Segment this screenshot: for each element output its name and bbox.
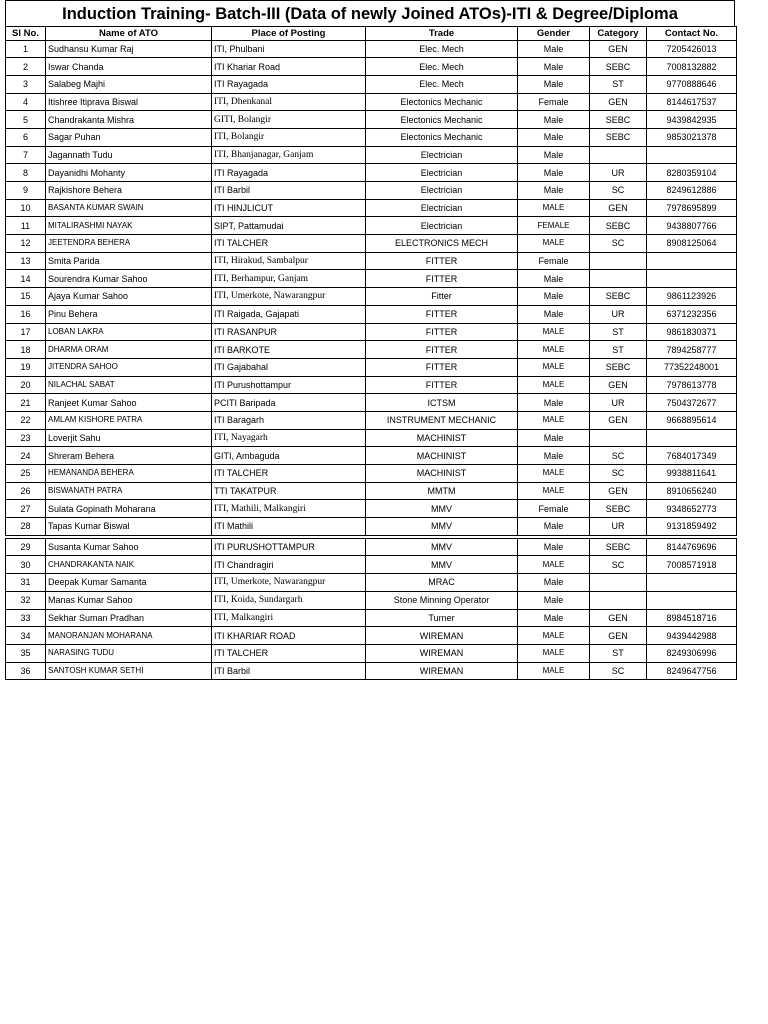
cell-sl: 28 [6,518,46,536]
cell-name: Iswar Chanda [46,58,212,76]
cell-name: AMLAM KISHORE PATRA [46,411,212,429]
cell-place: ITI PURUSHOTTAMPUR [212,538,366,556]
cell-name: MANORANJAN MOHARANA [46,627,212,645]
cell-sl: 13 [6,252,46,270]
table-row [6,217,737,235]
cell-sl: 8 [6,164,46,182]
cell-sl: 22 [6,411,46,429]
cell-sl: 9 [6,182,46,200]
cell-contact [647,574,737,592]
cell-sl: 32 [6,591,46,609]
cell-category [590,270,647,288]
table-row [6,518,737,536]
cell-contact: 8249612886 [647,182,737,200]
cell-place: TTI TAKATPUR [212,482,366,500]
cell-trade: FITTER [366,305,518,323]
cell-sl: 24 [6,447,46,465]
cell-contact: 8249647756 [647,662,737,680]
table-row [6,465,737,483]
cell-trade: MACHINIST [366,429,518,447]
cell-trade: MMV [366,538,518,556]
cell-place: ITI Raigada, Gajapati [212,305,366,323]
cell-place: PCITI Baripada [212,394,366,412]
cell-name: Loverjit Sahu [46,429,212,447]
cell-category: SEBC [590,128,647,146]
cell-sl: 19 [6,358,46,376]
cell-gender: MALE [518,199,590,217]
cell-name: Itishree Itiprava Biswal [46,93,212,111]
cell-category [590,146,647,164]
cell-sl: 16 [6,305,46,323]
cell-place: ITI, Bolangir [212,128,366,146]
cell-contact: 6371232356 [647,305,737,323]
cell-sl: 2 [6,58,46,76]
cell-contact: 7205426013 [647,40,737,58]
cell-contact [647,252,737,270]
cell-place: ITI, Koida, Sundargarh [212,591,366,609]
table-row [6,358,737,376]
cell-category: SC [590,662,647,680]
cell-contact: 7008132882 [647,58,737,76]
cell-gender: Female [518,500,590,518]
table-row [6,447,737,465]
cell-trade: Elec. Mech [366,75,518,93]
cell-gender: MALE [518,323,590,341]
cell-contact: 9938811641 [647,465,737,483]
cell-name: BASANTA KUMAR SWAIN [46,199,212,217]
cell-trade: FITTER [366,323,518,341]
cell-name: DHARMA ORAM [46,341,212,359]
cell-place: ITI TALCHER [212,644,366,662]
cell-contact: 7894258777 [647,341,737,359]
cell-trade: Turner [366,609,518,627]
table-row [6,591,737,609]
cell-gender: Male [518,305,590,323]
cell-category: GEN [590,40,647,58]
table-row [6,288,737,306]
cell-contact: 9438807766 [647,217,737,235]
cell-contact: 8984518716 [647,609,737,627]
cell-place: ITI Chandragiri [212,556,366,574]
cell-gender: MALE [518,482,590,500]
cell-gender: Male [518,270,590,288]
cell-name: Sudhansu Kumar Raj [46,40,212,58]
cell-name: Sulata Gopinath Moharana [46,500,212,518]
cell-sl: 23 [6,429,46,447]
cell-place: ITI, Phulbani [212,40,366,58]
cell-contact: 8249306996 [647,644,737,662]
cell-category: SEBC [590,358,647,376]
cell-place: ITI, Nayagarh [212,429,366,447]
table-row [6,411,737,429]
cell-gender: MALE [518,341,590,359]
cell-category: SC [590,182,647,200]
cell-trade: Electrician [366,217,518,235]
cell-place: ITI Barbil [212,182,366,200]
cell-category: ST [590,323,647,341]
cell-gender: Male [518,58,590,76]
cell-place: ITI Baragarh [212,411,366,429]
cell-gender: Male [518,447,590,465]
cell-contact: 9131859492 [647,518,737,536]
cell-sl: 11 [6,217,46,235]
cell-gender: Male [518,518,590,536]
cell-name: Manas Kumar Sahoo [46,591,212,609]
cell-place: ITI BARKOTE [212,341,366,359]
table-row [6,182,737,200]
col-header-sl: Sl No. [6,27,46,41]
cell-sl: 36 [6,662,46,680]
cell-trade: WIREMAN [366,627,518,645]
cell-name: Deepak Kumar Samanta [46,574,212,592]
cell-trade: MACHINIST [366,465,518,483]
cell-category: GEN [590,627,647,645]
cell-name: BISWANATH PATRA [46,482,212,500]
cell-category: UR [590,164,647,182]
col-header-gender: Gender [518,27,590,41]
table-row [6,58,737,76]
cell-trade: FITTER [366,252,518,270]
cell-category: SEBC [590,58,647,76]
table-row [6,111,737,129]
cell-category [590,429,647,447]
cell-sl: 31 [6,574,46,592]
cell-place: ITI Barbil [212,662,366,680]
cell-name: Ajaya Kumar Sahoo [46,288,212,306]
cell-trade: MACHINIST [366,447,518,465]
cell-sl: 6 [6,128,46,146]
cell-name: Pinu Behera [46,305,212,323]
cell-contact [647,429,737,447]
cell-trade: WIREMAN [366,644,518,662]
table-row [6,556,737,574]
cell-gender: MALE [518,662,590,680]
cell-trade: Electonics Mechanic [366,128,518,146]
cell-category [590,252,647,270]
cell-sl: 14 [6,270,46,288]
cell-place: ITI, Bhanjanagar, Ganjam [212,146,366,164]
cell-place: ITI Purushottampur [212,376,366,394]
cell-trade: FITTER [366,341,518,359]
cell-category [590,591,647,609]
cell-sl: 12 [6,235,46,253]
cell-category: SEBC [590,538,647,556]
table-row [6,323,737,341]
cell-gender: Male [518,75,590,93]
cell-contact: 8144617537 [647,93,737,111]
cell-place: ITI, Mathili, Malkangiri [212,500,366,518]
cell-trade: MMV [366,556,518,574]
cell-trade: MMV [366,518,518,536]
cell-gender: Male [518,288,590,306]
cell-gender: Male [518,182,590,200]
cell-trade: Electrician [366,146,518,164]
cell-contact: 9770888646 [647,75,737,93]
table-row [6,199,737,217]
col-header-name: Name of ATO [46,27,212,41]
cell-contact: 7978613778 [647,376,737,394]
cell-sl: 35 [6,644,46,662]
col-header-trade: Trade [366,27,518,41]
table-row [6,574,737,592]
cell-gender: Male [518,111,590,129]
cell-sl: 5 [6,111,46,129]
cell-category: SEBC [590,111,647,129]
cell-name: Shreram Behera [46,447,212,465]
cell-contact: 9348652773 [647,500,737,518]
cell-gender: MALE [518,556,590,574]
cell-sl: 4 [6,93,46,111]
header-row [6,27,737,41]
cell-place: ITI, Berhampur, Ganjam [212,270,366,288]
cell-contact: 7008571918 [647,556,737,574]
cell-contact: 7978695899 [647,199,737,217]
table-row [6,538,737,556]
cell-place: ITI Rayagada [212,75,366,93]
cell-gender: Male [518,538,590,556]
cell-trade: MMV [366,500,518,518]
cell-gender: Male [518,574,590,592]
table-row [6,341,737,359]
spreadsheet [5,0,737,680]
cell-trade: Electrician [366,182,518,200]
table-row [6,644,737,662]
cell-trade: FITTER [366,270,518,288]
cell-place: ITI, Malkangiri [212,609,366,627]
cell-place: ITI RASANPUR [212,323,366,341]
table-row [6,252,737,270]
cell-gender: MALE [518,465,590,483]
table-row [6,93,737,111]
cell-gender: Male [518,164,590,182]
cell-gender: MALE [518,627,590,645]
cell-name: Rajkishore Behera [46,182,212,200]
table-row [6,376,737,394]
cell-contact: 9853021378 [647,128,737,146]
cell-gender: Female [518,252,590,270]
cell-name: CHANDRAKANTA NAIK [46,556,212,574]
cell-trade: INSTRUMENT MECHANIC [366,411,518,429]
cell-sl: 26 [6,482,46,500]
cell-trade: Electonics Mechanic [366,111,518,129]
cell-gender: MALE [518,235,590,253]
cell-place: ITI, Hirakud, Sambalpur [212,252,366,270]
cell-sl: 29 [6,538,46,556]
cell-name: Sourendra Kumar Sahoo [46,270,212,288]
cell-sl: 20 [6,376,46,394]
cell-place: ITI TALCHER [212,235,366,253]
cell-category: SEBC [590,500,647,518]
cell-sl: 21 [6,394,46,412]
cell-category: SEBC [590,217,647,235]
cell-category: SC [590,447,647,465]
cell-contact: 9861123926 [647,288,737,306]
cell-contact: 9861830371 [647,323,737,341]
cell-category: SC [590,556,647,574]
table-row [6,305,737,323]
cell-trade: MRAC [366,574,518,592]
cell-sl: 3 [6,75,46,93]
cell-trade: Electonics Mechanic [366,93,518,111]
table-row [6,662,737,680]
cell-category: GEN [590,376,647,394]
cell-trade: Stone Minning Operator [366,591,518,609]
cell-gender: Male [518,591,590,609]
cell-contact: 8144769696 [647,538,737,556]
cell-sl: 18 [6,341,46,359]
cell-name: NARASING TUDU [46,644,212,662]
cell-place: ITI, Dhenkanal [212,93,366,111]
cell-gender: MALE [518,376,590,394]
cell-contact: 8280359104 [647,164,737,182]
table-row [6,146,737,164]
cell-contact: 9668895614 [647,411,737,429]
cell-trade: Elec. Mech [366,58,518,76]
cell-place: GITI, Ambaguda [212,447,366,465]
cell-contact: 9439442988 [647,627,737,645]
cell-category: SC [590,465,647,483]
cell-category: GEN [590,199,647,217]
cell-place: ITI Khariar Road [212,58,366,76]
cell-category: ST [590,644,647,662]
table-row [6,164,737,182]
cell-name: Sekhar Suman Pradhan [46,609,212,627]
cell-contact: 77352248001 [647,358,737,376]
table-row [6,235,737,253]
cell-name: Tapas Kumar Biswal [46,518,212,536]
cell-category: GEN [590,482,647,500]
cell-name: SANTOSH KUMAR SETHI [46,662,212,680]
cell-gender: Male [518,146,590,164]
cell-sl: 17 [6,323,46,341]
cell-name: Chandrakanta Mishra [46,111,212,129]
cell-category: ST [590,341,647,359]
cell-category: GEN [590,93,647,111]
cell-name: NILACHAL SABAT [46,376,212,394]
cell-place: ITI Rayagada [212,164,366,182]
cell-gender: MALE [518,411,590,429]
cell-trade: FITTER [366,358,518,376]
cell-name: Salabeg Majhi [46,75,212,93]
cell-name: Jagannath Tudu [46,146,212,164]
cell-contact [647,146,737,164]
cell-place: ITI Gajabahal [212,358,366,376]
cell-trade: WIREMAN [366,662,518,680]
cell-gender: MALE [518,644,590,662]
cell-category: SEBC [590,288,647,306]
cell-category: SC [590,235,647,253]
cell-name: JEETENDRA BEHERA [46,235,212,253]
cell-place: ITI Mathili [212,518,366,536]
cell-category: GEN [590,411,647,429]
cell-name: MITALIRASHMI NAYAK [46,217,212,235]
cell-gender: Male [518,394,590,412]
cell-trade: Electrician [366,199,518,217]
cell-place: GITI, Bolangir [212,111,366,129]
cell-name: Sagar Puhan [46,128,212,146]
cell-place: ITI, Umerkote, Nawarangpur [212,574,366,592]
cell-sl: 1 [6,40,46,58]
cell-name: JITENDRA SAHOO [46,358,212,376]
table-row [6,429,737,447]
cell-place: ITI, Umerkote, Nawarangpur [212,288,366,306]
cell-trade: Elec. Mech [366,40,518,58]
document-title: Induction Training- Batch-III (Data of newly Joined ATOs)-ITI & Degree/Diploma [5,0,735,26]
cell-trade: Electrician [366,164,518,182]
cell-name: Ranjeet Kumar Sahoo [46,394,212,412]
table-row [6,482,737,500]
cell-contact [647,270,737,288]
cell-place: ITI HINJLICUT [212,199,366,217]
table-row [6,500,737,518]
cell-sl: 30 [6,556,46,574]
col-header-place: Place of Posting [212,27,366,41]
cell-place: ITI TALCHER [212,465,366,483]
table-row [6,609,737,627]
cell-contact: 7504372677 [647,394,737,412]
cell-trade: MMTM [366,482,518,500]
table-row [6,40,737,58]
col-header-category: Category [590,27,647,41]
cell-contact: 8910656240 [647,482,737,500]
cell-trade: Fitter [366,288,518,306]
cell-category: UR [590,394,647,412]
table-row [6,270,737,288]
cell-gender: Male [518,128,590,146]
table-row [6,75,737,93]
cell-category: ST [590,75,647,93]
cell-gender: Male [518,609,590,627]
cell-contact [647,591,737,609]
cell-name: Dayanidhi Mohanty [46,164,212,182]
cell-contact: 9439842935 [647,111,737,129]
cell-sl: 33 [6,609,46,627]
cell-contact: 8908125064 [647,235,737,253]
cell-sl: 10 [6,199,46,217]
cell-name: HEMANANDA BEHERA [46,465,212,483]
cell-name: Smita Parida [46,252,212,270]
cell-gender: FEMALE [518,217,590,235]
cell-sl: 27 [6,500,46,518]
table-row [6,627,737,645]
cell-category [590,574,647,592]
cell-gender: Male [518,40,590,58]
cell-category: UR [590,305,647,323]
cell-place: SIPT, Pattamudai [212,217,366,235]
col-header-contact: Contact No. [647,27,737,41]
cell-sl: 25 [6,465,46,483]
cell-contact: 7684017349 [647,447,737,465]
cell-gender: MALE [518,358,590,376]
ato-table [5,26,737,680]
table-row [6,128,737,146]
cell-name: Susanta Kumar Sahoo [46,538,212,556]
cell-trade: ICTSM [366,394,518,412]
cell-gender: Male [518,429,590,447]
cell-sl: 34 [6,627,46,645]
cell-sl: 15 [6,288,46,306]
cell-trade: FITTER [366,376,518,394]
cell-place: ITI KHARIAR ROAD [212,627,366,645]
table-row [6,394,737,412]
cell-sl: 7 [6,146,46,164]
cell-trade: ELECTRONICS MECH [366,235,518,253]
cell-category: UR [590,518,647,536]
cell-gender: Female [518,93,590,111]
cell-name: LOBAN LAKRA [46,323,212,341]
cell-category: GEN [590,609,647,627]
